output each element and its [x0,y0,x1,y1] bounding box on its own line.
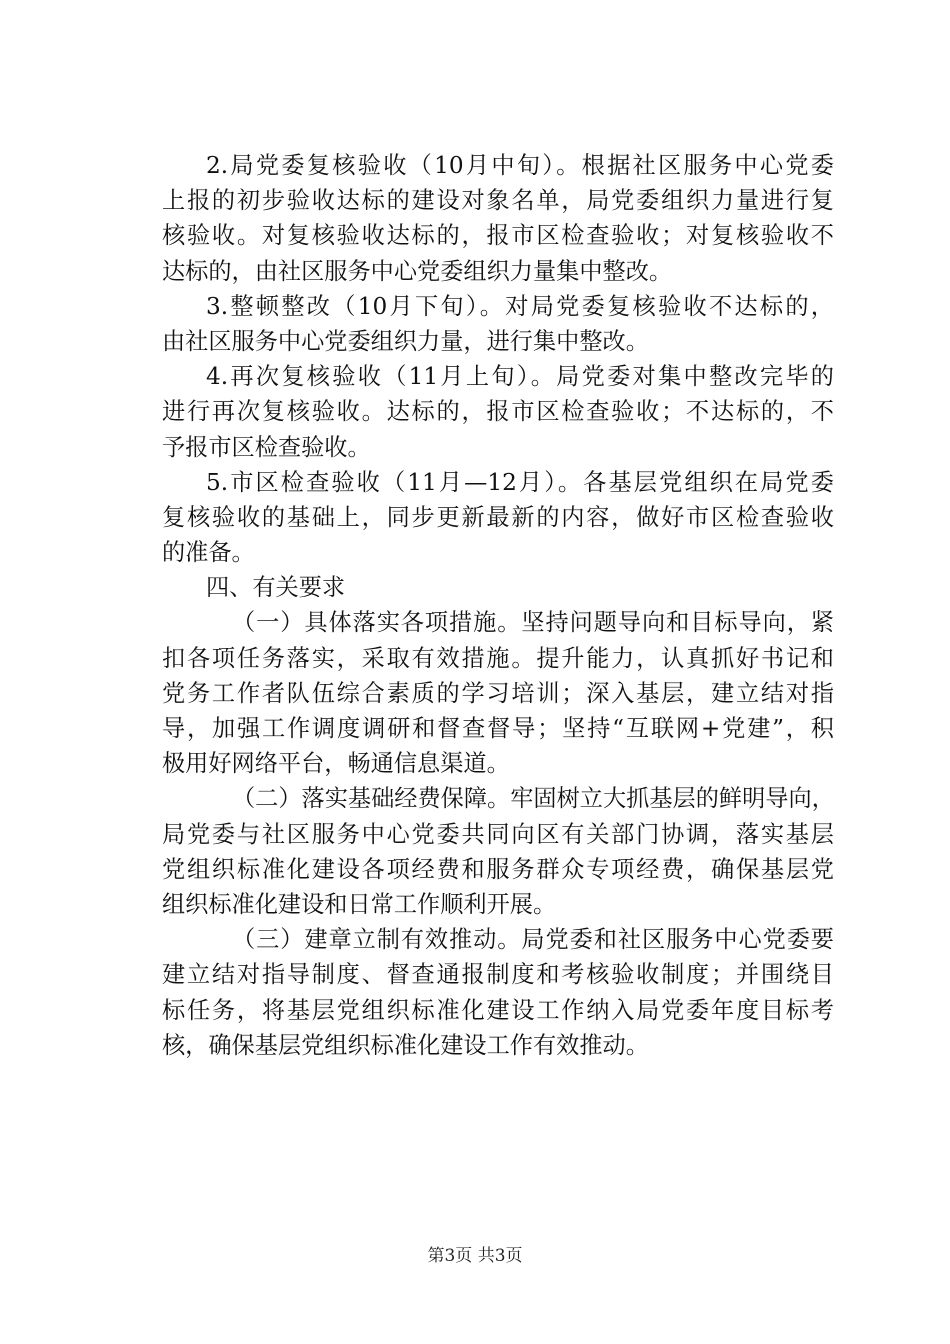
text-line: 扣各项任务落实，采取有效措施。提升能力，认真抓好书记和 [162,644,834,672]
text-line: 党务工作者队伍综合素质的学习培训；深入基层，建立结对指 [162,679,834,707]
text-line: 由社区服务中心党委组织力量，进行集中整改。 [162,327,649,355]
text-line: 标任务，将基层党组织标准化建设工作纳入局党委年度目标考 [162,996,834,1024]
text-line: 核验收。对复核验收达标的，报市区检查验收；对复核验收不 [162,222,834,250]
text-line: 核，确保基层党组织标准化建设工作有效推动。 [162,1031,649,1059]
text-line: 党组织标准化建设各项经费和服务群众专项经费，确保基层党 [162,855,834,883]
text-line: 导，加强工作调度调研和督查督导；坚持“互联网+党建”，积 [162,715,834,742]
text-line: 组织标准化建设和日常工作顺利开展。 [162,890,557,918]
text-line: （三）建章立制有效推动。局党委和社区服务中心党委要 [232,926,834,954]
text-line: 5.市区检查验收（11月—12月）。各基层党组织在局党委 [206,468,834,496]
document-body [162,148,834,1063]
text-line: 达标的，由社区服务中心党委组织力量集中整改。 [162,257,673,285]
text-line: 进行再次复核验收。达标的，报市区检查验收；不达标的，不 [162,398,834,426]
text-line: 极用好网络平台，畅通信息渠道。 [162,750,510,778]
text-line: 3.整顿整改（10月下旬）。对局党委复核验收不达标的， [206,292,834,320]
text-line: 4.再次复核验收（11月上旬）。局党委对集中整改完毕的 [206,363,834,391]
text-line: 复核验收的基础上，同步更新最新的内容，做好市区检查验收 [162,503,834,531]
text-line: （一）具体落实各项措施。坚持问题导向和目标导向，紧 [232,609,834,637]
text-line: 2.局党委复核验收（10月中旬）。根据社区服务中心党委 [206,152,834,179]
text-line: 的准备。 [162,539,255,567]
page-footer: 第3页 共3页 [427,1246,523,1266]
text-line: 四、有关要求 [206,574,346,602]
text-line: （二）落实基础经费保障。牢固树立大抓基层的鲜明导向， [232,785,835,813]
text-line: 建立结对指导制度、督查通报制度和考核验收制度；并围绕目 [162,961,834,989]
text-line: 上报的初步验收达标的建设对象名单，局党委组织力量进行复 [162,187,834,215]
text-line: 予报市区检查验收。 [162,433,371,461]
text-line: 局党委与社区服务中心党委共同向区有关部门协调，落实基层 [162,820,834,848]
